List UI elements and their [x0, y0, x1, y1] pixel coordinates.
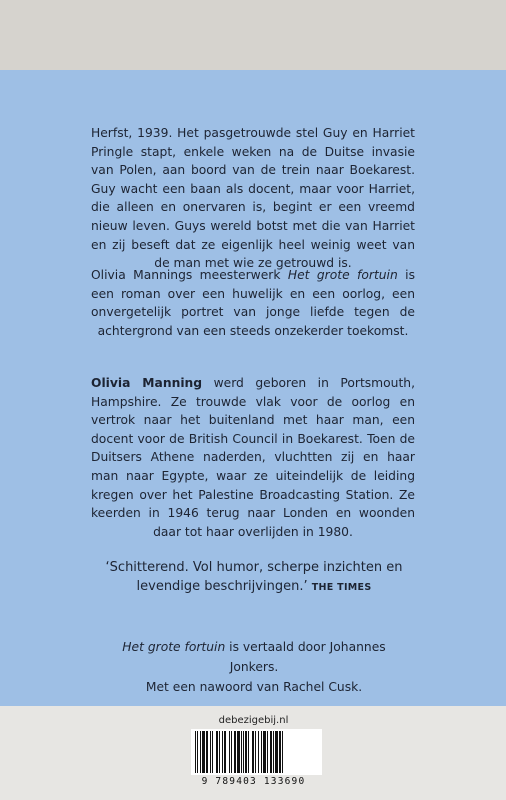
barcode-bar — [252, 731, 254, 773]
blurb-paragraph-2 — [91, 266, 415, 340]
credits-translator: is vertaald door Johannes Jonkers. — [225, 640, 386, 674]
barcode-bar — [279, 731, 281, 773]
barcode-bar — [270, 731, 272, 773]
top-background-band — [0, 0, 506, 70]
credits-afterword: Met een nawoord van Rachel Cusk. — [145, 680, 363, 694]
barcode-bar — [234, 731, 236, 773]
barcode-bar — [231, 731, 232, 773]
credits-book-title: Het grote fortuin — [122, 640, 226, 654]
quote-source: THE TIMES — [311, 582, 372, 593]
barcode-graphic — [191, 729, 322, 775]
author-bio — [91, 374, 415, 541]
barcode-bar — [195, 731, 196, 773]
barcode-block — [179, 715, 328, 795]
blurb-p2-start: Olivia Mannings meesterwerk — [91, 268, 288, 282]
barcode-bar — [237, 731, 240, 773]
blurb-p2-end: is een roman over een huwelijk en een oorlog, een onvergetelijk portret van jonge liefde tegen de achtergrond van een steeds onzekerder toekomst. — [91, 268, 415, 338]
barcode-bar — [206, 731, 208, 773]
author-name: Olivia Manning — [91, 376, 203, 390]
cover-panel — [0, 70, 506, 706]
barcode-bar — [212, 731, 213, 773]
barcode-bar — [243, 731, 244, 773]
barcode-bar — [222, 731, 223, 773]
quote-text: ‘Schitterend. Vol humor, scherpe inzichten en levendige beschrijvingen.’ — [105, 560, 403, 594]
isbn-barcode — [191, 729, 322, 775]
barcode-bar — [224, 731, 226, 773]
barcode-bar — [261, 731, 262, 773]
book-title-italic: Het grote fortuin — [287, 268, 398, 282]
blurb-paragraph-1: Herfst, 1939. Het pasgetrouwde stel Guy en Harriet Pringle stapt, enkele weken na de Duitse invasie van Polen, aan boord van de trein naar Boekarest. Guy wacht een baan als docent, maar voor Harriet, die alleen en onervaren is, begint er een vreemd nieuw leven. Guys wereld botst met die van Harriet en zij beseft dat ze eigenlijk heel weinig weet van de man met wie ze getrouwd is. — [91, 126, 415, 271]
barcode-bar — [258, 731, 259, 773]
barcode-bar — [248, 731, 249, 773]
press-quote — [104, 558, 404, 597]
author-bio-text: werd geboren in Portsmouth, Hampshire. Ze trouwde vlak voor de oorlog en vertrok naar het buitenland met haar man, een docent voor de British Council in Boekarest. Toen de Duitsers Athene naderden, vluchtten zij en haar man naar Egypte, waar ze uiteindelijk de leiding kregen over het Palestine Broadcasting Station. Ze keerden in 1946 terug naar Londen en woonden daar tot haar overlijden in 1980. — [91, 376, 415, 539]
barcode-bar — [263, 731, 266, 773]
barcode-bar — [241, 731, 242, 773]
barcode-bar — [216, 731, 218, 773]
barcode-bar — [210, 731, 211, 773]
translation-credits — [104, 637, 404, 697]
isbn-number: 9 789403 133690 — [201, 776, 306, 787]
barcode-bar — [267, 731, 268, 773]
barcode-bar — [229, 731, 230, 773]
barcode-bar — [275, 731, 278, 773]
barcode-bar — [197, 731, 198, 773]
barcode-bar — [200, 731, 201, 773]
barcode-bar — [219, 731, 220, 773]
barcode-bar — [202, 731, 205, 773]
publisher-website: debezigebij.nl — [218, 715, 289, 726]
barcode-bar — [282, 731, 283, 773]
barcode-bar — [273, 731, 274, 773]
barcode-bar — [255, 731, 256, 773]
barcode-bar — [245, 731, 247, 773]
